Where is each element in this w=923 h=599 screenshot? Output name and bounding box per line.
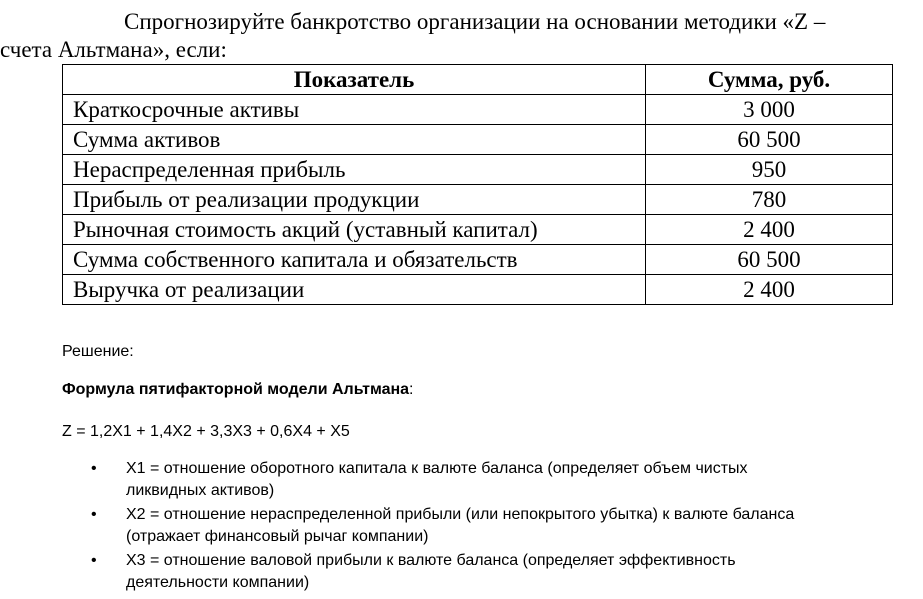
row-value: 60 500 — [646, 125, 893, 155]
row-label: Рыночная стоимость акций (уставный капитал) — [63, 215, 646, 245]
table-row — [63, 215, 893, 245]
row-value: 950 — [646, 155, 893, 185]
bullet-icon: • — [91, 460, 97, 477]
variable-line-2: (отражает финансовый рычаг компании) — [126, 528, 429, 545]
table-header-row — [63, 65, 893, 95]
indicators-table — [62, 64, 893, 305]
list-item — [62, 504, 892, 548]
row-label: Краткосрочные активы — [63, 95, 646, 125]
bullet-icon: • — [91, 552, 97, 569]
task-line-1: Спрогнозируйте банкротство организации на основании методики «Z – — [124, 9, 826, 34]
list-item — [62, 458, 892, 502]
table-row — [63, 155, 893, 185]
formula-title-text: Формула пятифакторной модели Альтмана — [62, 381, 410, 398]
variable-line-2: ликвидных активов) — [126, 482, 275, 499]
table-row — [63, 95, 893, 125]
formula-title — [62, 379, 414, 401]
header-amount: Сумма, руб. — [646, 65, 893, 95]
row-label: Нераспределенная прибыль — [63, 155, 646, 185]
formula-title-colon: : — [409, 381, 414, 398]
table-row — [63, 185, 893, 215]
variables-list — [62, 458, 892, 596]
row-label: Сумма собственного капитала и обязательств — [63, 245, 646, 275]
variable-line-1: X1 = отношение оборотного капитала к валюте баланса (определяет объем чистых — [126, 460, 748, 477]
row-label: Прибыль от реализации продукции — [63, 185, 646, 215]
row-value: 2 400 — [646, 215, 893, 245]
bullet-icon: • — [91, 506, 97, 523]
row-value: 3 000 — [646, 95, 893, 125]
table-row — [63, 275, 893, 305]
row-label: Выручка от реализации — [63, 275, 646, 305]
list-item — [62, 550, 892, 594]
task-text — [0, 8, 892, 64]
header-indicator: Показатель — [63, 65, 646, 95]
table-row — [63, 245, 893, 275]
row-value: 2 400 — [646, 275, 893, 305]
variable-line-1: X2 = отношение нераспределенной прибыли (или непокрытого убытка) к валюте баланса — [126, 506, 795, 523]
variable-line-2: деятельности компании) — [126, 574, 310, 591]
row-value: 780 — [646, 185, 893, 215]
variable-line-1: X3 = отношение валовой прибыли к валюте баланса (определяет эффективность — [126, 552, 736, 569]
solution-heading: Решение: — [62, 343, 134, 360]
row-value: 60 500 — [646, 245, 893, 275]
formula: Z = 1,2X1 + 1,4X2 + 3,3X3 + 0,6X4 + X5 — [62, 423, 350, 440]
task-line-2: счета Альтмана», если: — [0, 37, 227, 62]
row-label: Сумма активов — [63, 125, 646, 155]
table-row — [63, 125, 893, 155]
